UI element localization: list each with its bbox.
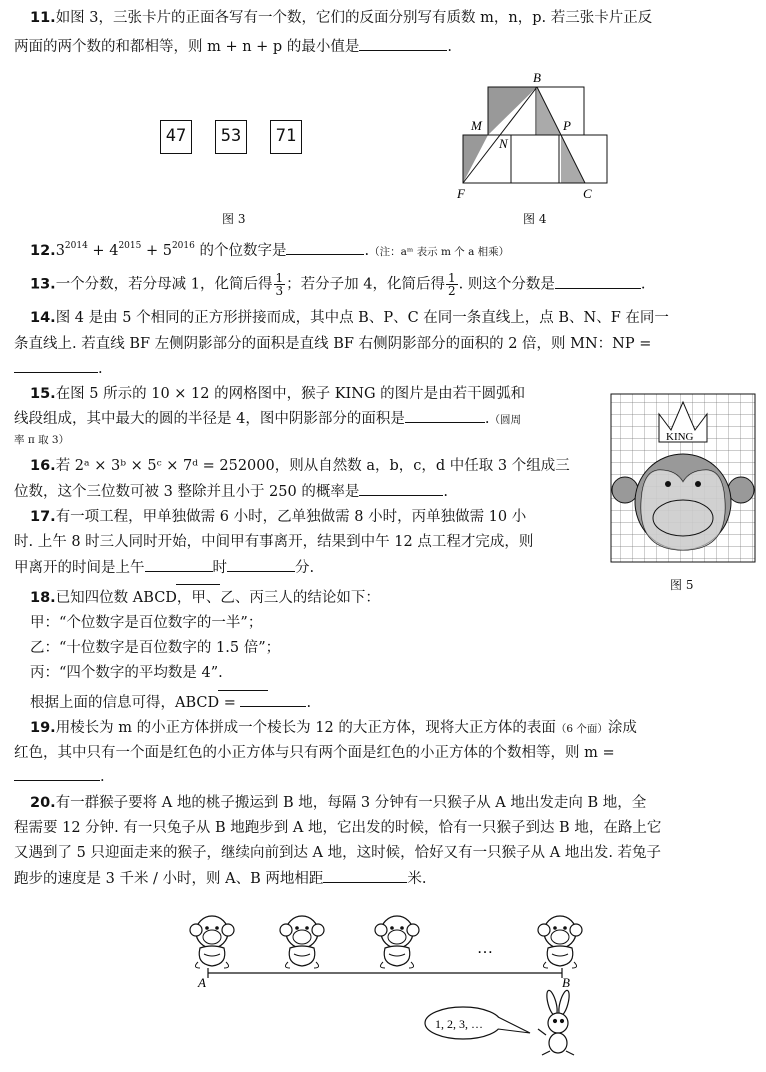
q19-line3	[14, 766, 105, 787]
q14-line1	[30, 308, 669, 328]
q12-note: （注：aᵐ 表示 m 个 a 相乘）	[369, 246, 510, 258]
fig5-left-ear	[612, 477, 638, 503]
fig4-caption: 图 4	[523, 212, 547, 226]
card-53: 53	[215, 120, 247, 154]
q12-exp1: 2014	[64, 241, 88, 251]
q20-line2: 程需要 12 分钟. 有一只兔子从 B 地跑步到 A 地，它出发的时候，恰有一只猴子到达 B 地，在路上它	[14, 820, 662, 836]
q18-text-last: 根据上面的信息可得，ABCD =	[30, 695, 236, 711]
q17-text-3a: 甲离开的时间是上午	[14, 560, 145, 576]
q11-line1	[30, 8, 652, 28]
q19-text-1b: 涂成	[607, 720, 637, 736]
q19-period: .	[100, 769, 105, 785]
q17-minute-blank[interactable]	[227, 557, 295, 572]
fig4-label-C: C	[583, 186, 592, 201]
q16-line1	[30, 456, 570, 476]
q11-text-1: 如图 3，三张卡片的正面各写有一个数，它们的反面分别写有质数 m，n，p. 若三张卡片正反	[55, 10, 653, 26]
q18-bing: 丙：“四个数字的平均数是 4”.	[30, 665, 223, 681]
monkey-ellipsis: …	[477, 940, 493, 957]
q15-number: 15.	[30, 386, 56, 402]
monkey-icon-1	[190, 916, 234, 968]
q14-text-1: 图 4 是由 5 个相同的正方形拼接而成，其中点 B、P、C 在同一条直线上，点 B、N、F 在同一	[55, 310, 669, 326]
q15-line2	[14, 408, 521, 430]
fig4-label-F: F	[457, 186, 465, 201]
q18-line1	[30, 588, 380, 608]
figure-5	[608, 390, 758, 570]
q13-frac2-den: 2	[448, 284, 456, 298]
q20-line1	[30, 793, 646, 813]
q13-frac1-den: 3	[275, 284, 284, 298]
q20-line3: 又遇到了 5 只迎面走来的猴子，继续向前到达 A 地，这时候，恰好又有一只猴子从 A 地出发. 若兔子	[14, 845, 662, 861]
q17-line2: 时. 上午 8 时三人同时开始，中间甲有事离开，结果到中午 12 点工程才完成，则	[14, 534, 534, 550]
monkey-icon-3	[375, 916, 419, 968]
q12-number: 12.	[30, 243, 56, 259]
q13-period: .	[640, 276, 646, 293]
q15-text-2: 线段组成，其中最大的圆的半径是 4，图中阴影部分的面积是	[14, 411, 405, 427]
label-A: A	[198, 975, 206, 990]
q14-line3	[14, 358, 103, 379]
q18-answer-blank[interactable]	[240, 692, 306, 707]
q18-text-1: 已知四位数 ABCD，甲、乙、丙三人的结论如下：	[55, 590, 380, 606]
fig3-caption: 图 3	[222, 212, 246, 226]
q13-frac1-num: 1	[275, 271, 284, 285]
q18-line-last	[30, 692, 311, 713]
card-71: 71	[270, 120, 302, 154]
fig4-label-B: B	[533, 70, 541, 85]
q19-note: （6 个面）	[555, 723, 608, 735]
q17-text-minute: 分.	[295, 560, 315, 576]
figure-monkeys	[180, 905, 600, 1060]
monkey-icon-2	[280, 916, 324, 968]
q13-frac2-num: 1	[448, 271, 456, 285]
q11-text-2: 两面的两个数的和都相等，则 m + n + p 的最小值是	[14, 39, 360, 55]
q14-period: .	[98, 361, 103, 377]
q18-period: .	[306, 695, 312, 711]
q11-period: .	[447, 39, 452, 55]
fig5-left-eye	[665, 481, 671, 487]
q11-line2	[14, 36, 452, 57]
q15-answer-blank[interactable]	[405, 408, 485, 423]
q16-text-2: 位数，这个三位数可被 3 整除并且小于 250 的概率是	[14, 484, 360, 500]
q12-exp3: 2016	[171, 241, 195, 251]
q19-text-1a: 用棱长为 m 的小正方体拼成一个棱长为 12 的大正方体，现将大正方体的表面	[55, 720, 556, 736]
q18-yi: 乙：“十位数字是百位数字的 1.5 倍”；	[30, 640, 281, 656]
q19-line1	[30, 718, 637, 739]
card-47: 47	[160, 120, 192, 154]
q18-jia: 甲：“个位数字是百位数字的一半”；	[30, 615, 263, 631]
q20-text-4a: 跑步的速度是 3 千米 / 小时，则 A、B 两地相距	[14, 871, 324, 887]
q17-line1	[30, 507, 526, 527]
q13-answer-blank[interactable]	[555, 274, 641, 289]
q20-text-4b: 米.	[407, 871, 427, 887]
q12-line: $12.3^{2014} + 4^{2015} + 5^{2016}$ 的个位数字是 .（注：aᵐ 表示 m 个 a 相乘）	[30, 241, 510, 259]
q15-note-2: 率 π 取 3）	[14, 434, 70, 446]
q12-answer-blank[interactable]	[286, 240, 364, 255]
q13-text-b: ；若分子加 4，化简后得	[286, 276, 446, 293]
q18-overline-2	[218, 690, 268, 691]
q12-text: 的个位数字是	[199, 243, 287, 259]
fig5-caption: 图 5	[670, 578, 694, 592]
fig4-shade-bottom-left	[463, 135, 488, 183]
q14-line2: 条直线上. 若直线 BF 左侧阴影部分的面积是直线 BF 右侧阴影部分的面积的 2 倍，则 MN：NP =	[14, 336, 652, 352]
q11-number: 11.	[30, 10, 56, 26]
q13-text-c: . 则这个分数是	[458, 276, 555, 293]
q12-base3: 5	[162, 243, 172, 259]
q16-answer-blank[interactable]	[359, 481, 443, 496]
q15-text-1: 在图 5 所示的 10 × 12 的网格图中，猴子 KING 的图片是由若干圆弧和	[55, 386, 526, 402]
q12-base1: 3	[55, 243, 65, 259]
q20-number: 20.	[30, 795, 56, 811]
q11-answer-blank[interactable]	[359, 36, 447, 51]
fig5-king-label: KING	[666, 431, 694, 443]
rabbit-icon	[538, 989, 574, 1055]
fig4-label-M: M	[471, 118, 482, 133]
fig5-right-ear	[728, 477, 754, 503]
q19-answer-blank[interactable]	[14, 766, 100, 781]
q16-number: 16.	[30, 458, 56, 474]
q14-number: 14.	[30, 310, 56, 326]
q20-text-1: 有一群猴子要将 A 地的桃子搬运到 B 地，每隔 3 分钟有一只猴子从 A 地出发走向 B 地，全	[55, 795, 647, 811]
figure-4	[455, 70, 665, 205]
q16-line2	[14, 481, 448, 502]
q13-text-a: 一个分数，若分母减 1，化简后得	[55, 276, 273, 293]
q12-period: .	[364, 243, 370, 259]
label-B: B	[562, 975, 570, 990]
q18-overline-1	[176, 584, 220, 585]
q14-answer-blank[interactable]	[14, 358, 98, 373]
q17-hour-blank[interactable]	[145, 557, 213, 572]
q13-fraction-1	[274, 272, 286, 297]
fig4-label-N: N	[499, 136, 508, 151]
fig5-right-eye	[695, 481, 701, 487]
q20-answer-blank[interactable]	[323, 868, 407, 883]
q19-number: 19.	[30, 720, 56, 736]
q16-text-1: 若 2ᵃ × 3ᵇ × 5ᶜ × 7ᵈ = 252000，则从自然数 a，b，c，d 中任取 3 个组成三	[55, 458, 570, 474]
q12-exp2: 2015	[118, 241, 142, 251]
bubble-text: 1, 2, 3, …	[435, 1017, 483, 1031]
q15-line1	[30, 384, 525, 404]
q15-note-1: （圆周	[489, 414, 521, 426]
fig4-label-P: P	[563, 118, 571, 133]
q17-number: 17.	[30, 509, 56, 525]
q16-period: .	[443, 484, 448, 500]
monkey-icon-4	[538, 916, 582, 968]
fig4-shade-top-left	[488, 87, 537, 135]
q13-fraction-2	[446, 272, 458, 297]
q17-line3	[14, 557, 314, 578]
q12-base2: 4	[109, 243, 119, 259]
q20-line4	[14, 868, 427, 889]
q13-line	[30, 272, 645, 297]
q19-line2: 红色，其中只有一个面是红色的小正方体与只有两个面是红色的小正方体的个数相等，则 m =	[14, 745, 615, 761]
q18-number: 18.	[30, 590, 56, 606]
q17-text-1: 有一项工程，甲单独做需 6 小时，乙单独做需 8 小时，丙单独做需 10 小	[55, 509, 527, 525]
q15-period: .	[484, 411, 490, 427]
q17-text-hour: 时	[212, 560, 227, 576]
q13-number: 13.	[30, 276, 56, 293]
